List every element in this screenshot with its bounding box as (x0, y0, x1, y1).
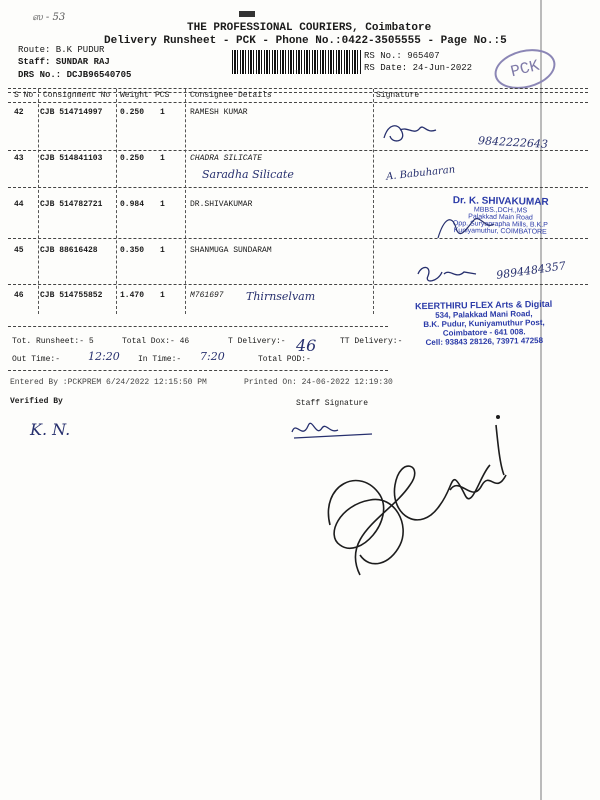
row-consignment: CJB 88616428 (40, 246, 98, 255)
row-consignee: CHADRA SILICATE (190, 154, 263, 163)
row-handwritten-name: Saradha Silicate (202, 168, 294, 181)
t-delivery-value: 46 (296, 336, 317, 355)
doctor-stamp-name: Dr. K. SHIVAKUMAR (452, 195, 549, 208)
row-sno: 43 (14, 154, 24, 163)
shop-stamp-address: B.K. Pudur, Kuniyamuthur Post, (423, 317, 545, 330)
row-signature-name: A. Babuharan (385, 164, 456, 183)
rs-number: RS No.: 965407 (364, 51, 440, 61)
doctor-stamp-address: Kuniyamuthur, COIMBATORE (453, 227, 547, 236)
row-weight: 0.350 (120, 246, 145, 255)
row-pcs: 1 (160, 291, 165, 300)
page-edge (540, 0, 542, 800)
col-header-weight: Weight (120, 91, 149, 100)
verified-by-label: Verified By (10, 397, 63, 406)
row-consignment: CJB 514782721 (40, 200, 103, 209)
row-handwritten-name: Thirnselvam (246, 290, 316, 303)
row-signature (412, 262, 482, 286)
header-mark (239, 11, 255, 17)
row-consignment: CJB 514714997 (40, 108, 103, 117)
row-sno: 46 (14, 291, 24, 300)
rule (8, 370, 388, 371)
row-signature (376, 116, 456, 146)
total-pod-label: Total POD:- (258, 355, 311, 364)
row-pcs: 1 (160, 154, 165, 163)
route-label: Route: B.K PUDUR (18, 45, 105, 55)
row-divider (8, 284, 588, 285)
in-time-value: 7:20 (200, 350, 225, 363)
pck-stamp-text: PCK (508, 56, 542, 82)
row-consignee: RAMESH KUMAR (190, 108, 248, 117)
row-signature (432, 208, 502, 248)
row-consignment: CJB 514841103 (40, 154, 103, 163)
col-divider (116, 89, 117, 314)
in-time-label: In Time:- (138, 355, 182, 364)
row-weight: 1.470 (120, 291, 145, 300)
drs-number: DRS No.: DCJB96540705 (18, 70, 132, 80)
rule (8, 88, 588, 89)
header-scrawl: ஸ - 53 (32, 12, 66, 23)
shop-stamp-name: KEERTHIRU FLEX Arts & Digital (415, 298, 553, 312)
row-phone: 9842222643 (477, 134, 549, 151)
doctor-stamp-address: Palakkad Main Road (468, 213, 533, 222)
col-divider (373, 89, 374, 314)
total-dox: Total Dox:- 46 (122, 337, 190, 346)
col-header-pcs: PCS (155, 91, 170, 100)
rule (8, 102, 588, 103)
col-header-consignment: Consignment No (43, 91, 111, 100)
row-weight: 0.250 (120, 154, 145, 163)
rs-date: RS Date: 24-Jun-2022 (364, 63, 473, 73)
doctor-stamp-degree: MBBS.,DCH.,MS (473, 206, 528, 215)
row-pcs: 1 (160, 246, 165, 255)
col-header-signature: Signature (376, 91, 420, 100)
runsheet-subtitle: Delivery Runsheet - PCK - Phone No.:0422-3505555 - Page No.:5 (104, 35, 507, 47)
row-consignee: M761697 (190, 291, 224, 300)
doctor-stamp-address: Opp. Suryaprapha Mills, B.K.P (452, 220, 548, 229)
large-signature (300, 395, 530, 605)
staff-signature-label: Staff Signature (296, 399, 369, 408)
entered-by: Entered By :PCKPREM 6/24/2022 12:15:50 PM (10, 378, 207, 387)
out-time-value: 12:20 (88, 350, 120, 363)
col-header-consignee: Consignee Details (190, 91, 272, 100)
tot-runsheet: Tot. Runsheet:- 5 (12, 337, 94, 346)
row-weight: 0.984 (120, 200, 145, 209)
row-phone: 9894484357 (495, 259, 567, 282)
row-pcs: 1 (160, 108, 165, 117)
row-divider (8, 238, 588, 239)
company-title: THE PROFESSIONAL COURIERS, Coimbatore (187, 22, 432, 34)
col-divider (38, 89, 39, 314)
barcode (232, 50, 362, 74)
tt-delivery-label: TT Delivery:- (340, 337, 403, 346)
col-divider (185, 89, 186, 314)
shop-stamp-address: 534, Palakkad Mani Road, (435, 309, 533, 320)
shop-stamp-phone: Cell: 93843 28126, 73971 47258 (425, 335, 544, 348)
row-divider (8, 150, 588, 151)
t-delivery-label: T Delivery:- (228, 337, 286, 346)
col-header-sno: S No (14, 91, 34, 100)
row-sno: 42 (14, 108, 24, 117)
shop-stamp-address: Coimbatore - 641 008. (442, 327, 526, 338)
row-consignment: CJB 514755852 (40, 291, 103, 300)
row-divider (8, 187, 588, 188)
row-divider (8, 326, 388, 327)
printed-on: Printed On: 24-06-2022 12:19:30 (244, 378, 393, 387)
row-pcs: 1 (160, 200, 165, 209)
staff-label: Staff: SUNDAR RAJ (18, 57, 110, 67)
shop-stamp (384, 298, 585, 347)
row-sno: 44 (14, 200, 24, 209)
verified-sign: K. N. (30, 420, 71, 439)
row-sno: 45 (14, 246, 24, 255)
row-consignee: DR.SHIVAKUMAR (190, 200, 253, 209)
out-time-label: Out Time:- (12, 355, 61, 364)
row-consignee: SHANMUGA SUNDARAM (190, 246, 272, 255)
row-weight: 0.250 (120, 108, 145, 117)
